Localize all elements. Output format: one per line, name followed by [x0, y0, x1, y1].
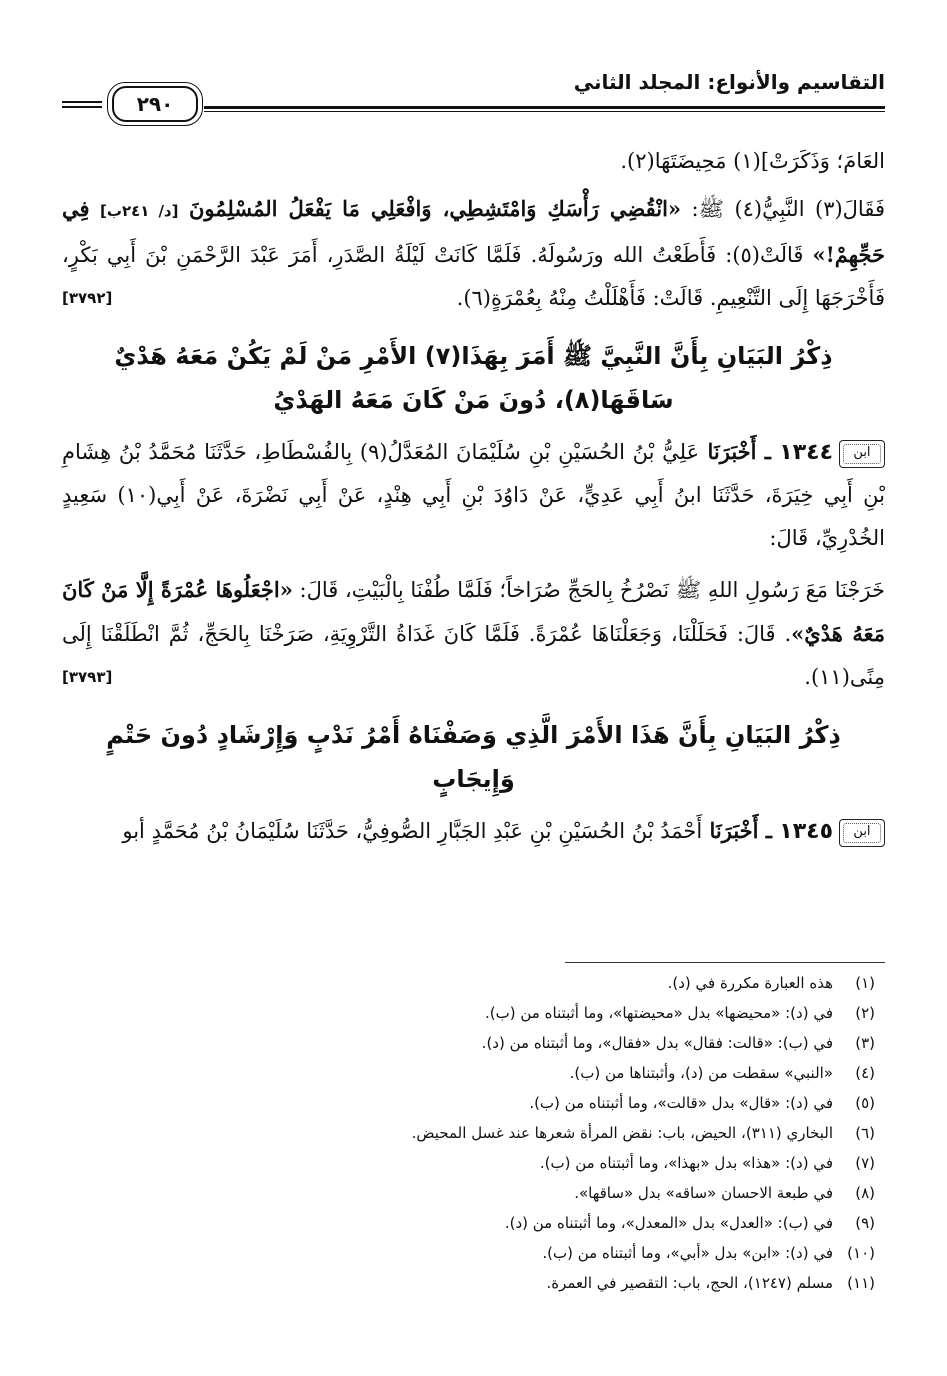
footnote: (٥) في (د): «قال» بدل «قالت»، وما أثبتناه من (ب).	[529, 1094, 875, 1112]
section-heading-1: ذِكْرُ البَيَانِ بِأَنَّ النَّبِيَّ ﷺ أَمَرَ بِهَذَا(٧) الأَمْرِ مَنْ لَمْ يَكُنْ مَعَهُ هَدْيٌ سَاقَهَا(٨)، دُونَ مَنْ كَانَ مَعَهُ الهَدْيُ	[114, 342, 833, 414]
paragraph-1: العَامَ؛ وَذَكَرَتْ](١) مَحِيضَتَهَا(٢).	[620, 149, 885, 173]
hadith-1345-isnad	[62, 809, 885, 853]
footnote-separator	[565, 962, 885, 963]
matn-quote: «اجْعَلُوهَا عُمْرَةً إِلَّا مَنْ كَانَ مَعَهُ هَدْيٌ»	[62, 577, 885, 646]
p2-intro: فَقَالَ(٣) النَّبِيُّ(٤) ﷺ:	[681, 197, 885, 221]
paragraph-2	[62, 187, 885, 320]
footnote: (٧) في (د): «هذا» بدل «بهذا»، وما أثبتناه من (ب).	[539, 1154, 875, 1172]
isnad-text: أَحْمَدُ بْنُ الحُسَيْنِ بْنِ عَبْدِ الجَبَّارِ الصُّوفِيُّ، حَدَّثَنَا سُلَيْمَانُ بْنُ مُحَمَّدٍ أبو	[122, 819, 703, 843]
footnote: (١) هذه العبارة مكررة في (د).	[667, 974, 875, 992]
page-header	[62, 70, 885, 122]
footnote: (١١) مسلم (١٢٤٧)، الحج، باب: التقصير في العمرة.	[546, 1274, 875, 1292]
hadith-number: ١٣٤٥	[779, 819, 833, 844]
hadith-ref-3792: [٣٧٩٢]	[62, 289, 113, 307]
footnotes	[62, 968, 875, 1298]
hadith-emblem-icon: ابن	[839, 819, 885, 847]
isnad-text: عَلِيُّ بْنُ الحُسَيْنِ بْنِ سُلَيْمَانَ المُعَدَّلُ(٩) بِالفُسْطَاطِ، حَدَّثَنَا مُحَمَّدُ بْنُ هِشَامِ بْنِ أَبِي خِيَرَةَ، حَدَّثَنَا ابنُ أَبِي عَدِيٍّ، عَنْ دَاوُدَ بْنِ أَبِي هِنْدٍ، عَنْ أَبِي نَضْرَةَ، عَنْ أَبِي(١٠) سَعِيدٍ الخُدْرِيِّ، قَالَ:	[62, 440, 885, 550]
hadith-emblem-icon: ابن	[839, 440, 885, 468]
header-rule	[204, 106, 885, 109]
hadith-1344-isnad	[62, 430, 885, 560]
manuscript-ref: [د/ ٢٤١ب]	[100, 202, 179, 220]
footnote: (٦) البخاري (٣١١)، الحيض، باب: نقض المرأة شعرها عند غسل المحيض.	[411, 1124, 875, 1142]
akhbarana: ـ أَخْبَرَنَا	[699, 439, 780, 464]
page-number: ٢٩٠	[112, 86, 198, 122]
section-heading-2: ذِكْرُ البَيَانِ بِأَنَّ هَذَا الأَمْرَ الَّذِي وَصَفْنَاهُ أَمْرُ نَدْبٍ وَإِرْشَادٍ دُونَ حَتْمٍ وَإِيجَابٍ	[106, 721, 841, 793]
header-left-ornament	[62, 98, 102, 108]
p2-quote-end: فِي حَجِّهِمْ!»	[62, 196, 886, 267]
footnote: (٤) «النبي» سقطت من (د)، وأثبتناها من (ب).	[569, 1064, 875, 1082]
matn-a: خَرَجْنَا مَعَ رَسُولِ اللهِ ﷺ نَصْرُخُ بِالحَجِّ صُرَاخاً؛ فَلَمَّا طُفْنَا بِالْبَيْتِ، قَالَ:	[292, 578, 885, 602]
footnote: (٨) في طبعة الاحسان «ساقه» بدل «ساقها».	[574, 1184, 875, 1202]
p2-rest: قَالَتْ(٥): فَأَطَعْتُ الله ورَسُولَهُ. فَلَمَّا كَانَتْ لَيْلَةُ الصَّدَرِ، أَمَرَ عَبْدَ الرَّحْمَنِ بْنَ أَبِي بَكْرٍ، فَأَخْرَجَهَا إِلَى التَّنْعِيمِ. قَالَتْ: فَأَهْلَلْتُ مِنْهُ بِعُمْرَةٍ(٦).	[62, 243, 885, 310]
footnote: (٢) في (د): «محيضها» بدل «محيضتها»، وما أثبتناه من (ب).	[485, 1004, 875, 1022]
hadith-number: ١٣٤٤	[779, 440, 833, 465]
footnote: (٩) في (ب): «العدل» بدل «المعدل»، وما أثبتناه من (د).	[504, 1214, 875, 1232]
p2-quote: «انْقُضِي رَأْسَكِ وَامْتَشِطِي، وَافْعَلِي مَا يَفْعَلُ المُسْلِمُونَ	[188, 196, 682, 221]
matn-c: . قَالَ: فَحَلَلْنَا، وَجَعَلْنَاهَا عُمْرَةً. فَلَمَّا كَانَ غَدَاةُ التَّرْوِيَةِ، صَرَخْنَا بِالحَجِّ، ثُمَّ انْطَلَقْنَا إِلَى مِنًى(١١).	[62, 622, 885, 689]
main-text	[62, 140, 885, 853]
akhbarana: ـ أَخْبَرَنَا	[702, 818, 780, 843]
header-rule-thin	[204, 111, 885, 112]
running-title: التقاسيم والأنواع: المجلد الثاني	[573, 70, 885, 94]
footnote: (٣) في (ب): «قالت: فقال» بدل «فقال»، وما أثبتناه من (د).	[481, 1034, 875, 1052]
hadith-1344-matn	[62, 568, 885, 699]
footnote: (١٠) في (د): «ابن» بدل «أبي»، وما أثبتناه من (ب).	[542, 1244, 875, 1262]
hadith-ref-3793: [٣٧٩٣]	[62, 668, 113, 686]
